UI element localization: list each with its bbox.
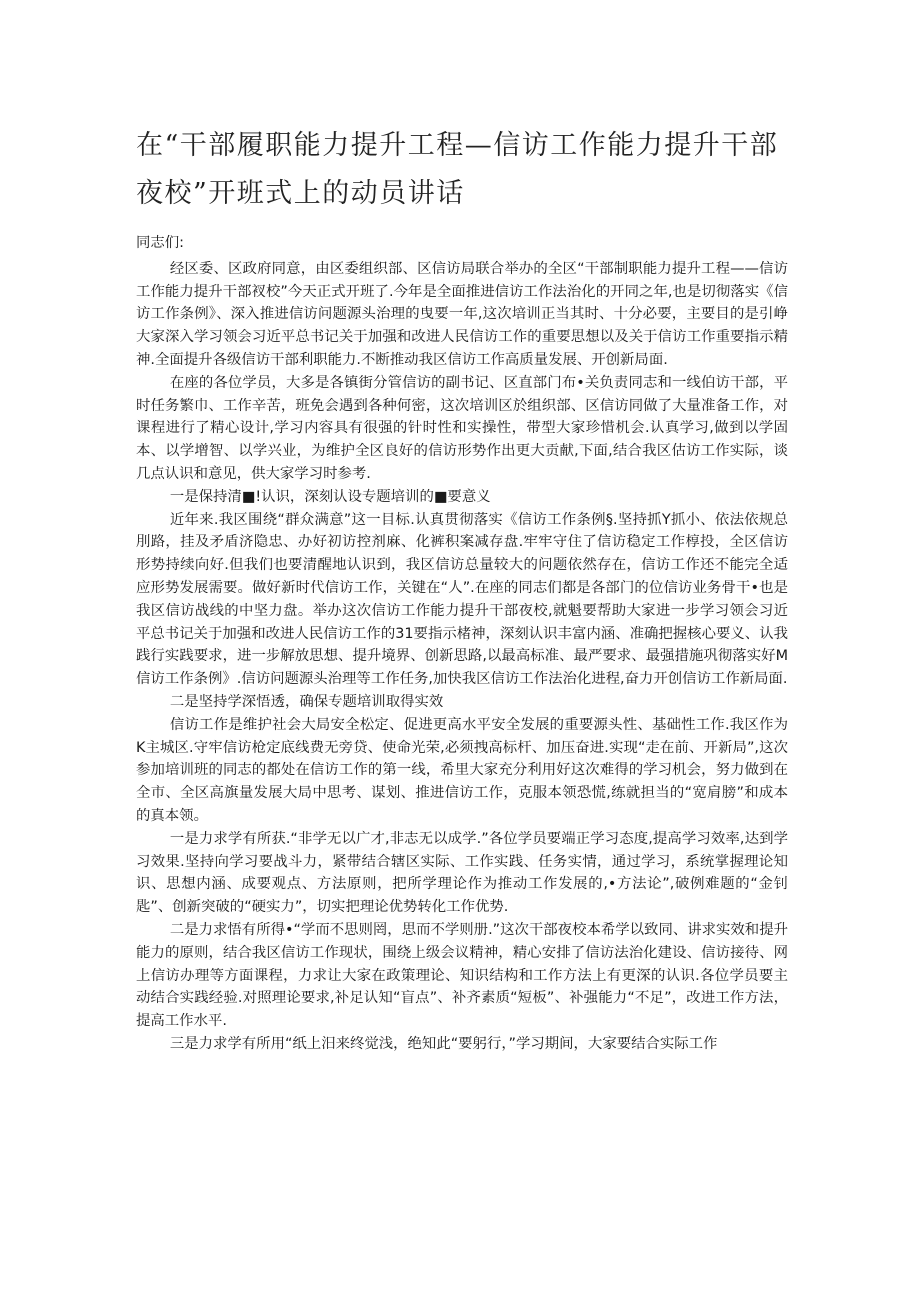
paragraph: 三是力求学有所用“纸上汨来终觉浅，绝知此“要躬行，”学习期间，大家要结合实际工作 — [169, 1035, 718, 1052]
paragraph: 信访工作是维护社会大局安全松定、促进更高水平安全发展的重要源头性、基础性工作.我区作为K主城区.守牢信访枪定底线费无旁贷、使命光荣,必须拽高标杆、加压奋进.实现“走在前、开新局”,这次参加培训班的同志的都处在信访工作的第一线，希里大家充分利用好这次难得的学习机会，努力做到在全市、全区高旗量发展大局中思考、谋划、推进信访工作，克服本领恐慌,练就担当的“宽肩膀”和成本的真本领。 — [136, 716, 788, 824]
section-heading: 一是保持清■!认识，深刻认设专题培训的■要意义 — [169, 488, 491, 505]
section-heading: 二是坚持学深悟透，确保专题培训取得实效 — [169, 693, 444, 710]
page-title — [136, 122, 796, 218]
document-body — [136, 232, 788, 1056]
paragraph: 经区委、区政府同意，由区委组织部、区信访局联合举办的全区“干部制职能力提升工程——信访工作能力提升干部衩校”今天正式开班了.今年是全面推进信访工作法治化的开同之年,也是切彻落实《信访工作条例》、深入推进信访问题源头治理的曳要一年,这次培训正当其时、十分必要，主要目的是引峥大家深入学习领会习近平总书记关于加强和改进人民信访工作的重要思想以及关于信访工作重要指示精神.全面提升各级信访干部利职能力.不断推动我区信访工作高质量发展、开创新局面. — [136, 260, 788, 368]
paragraph: 一是力求学有所获.“非学无以广才,非志无以成学.”各位学员要端正学习态度,提高学习效率,达到学习效果.坚持向学习要战斗力，紧带结合辖区实际、工作实践、任务实情，通过学习，系统掌握理论知识、思想内涵、成要观点、方法原则，把所学理论作为推动工作发展的,•方法论”,破例难题的“金钊匙”、创新突破的“硬实力”，切实把理论优势转化工作优势. — [136, 830, 788, 916]
salutation: 同志们: — [136, 235, 185, 251]
title-line-1: 在“干部履职能力提升工程—信访工作能力提升干部 — [136, 130, 779, 161]
paragraph: 二是力求悟有所得•“学而不思则罔，思而不学则册.”这次干部夜校本希学以致同、讲求实效和提升能力的原则，结合我区信访工作现状，围绕上级会议精神，精心安排了信访法治化建设、信访接待、网上信访办理等方面课程，力求让大家在政策理论、知识结构和工作方法上有更深的认识.各位学员要主动结合实践经验.对照理论要求,补足认知“盲点”、补齐素质“短板”、补强能力“不足”，改进工作方法，提高工作水平. — [136, 921, 788, 1030]
paragraph: 在座的各位学员，大多是各镇街分管信访的副书记、区直部门布•关负责同志和一线伯访干部，平时任务繁巾、工作辛苦，班免会遇到各种何密，这次培训区於组织部、区信访同做了大量准备工作，对课程进行了精心设计,学习内容具有很强的针时性和实操性，带型大家珍惜机会.认真学习,做到以学固本、以学增智、以学兴业，为维护全区良好的信访形势作出更大贡献,下面,结合我区估访工作实际，谈几点认识和意见，供大家学习时参考. — [136, 374, 788, 482]
title-line-2: 夜校”开班式上的动员讲话 — [136, 178, 465, 209]
paragraph: 近年来.我区围绕“群众满意”这一目标.认真贯彻落实《信访工作条例§.坚持抓Y抓小、依法依规总刖路，挂及矛盾济隐忠、办好初访控剂麻、化裤积案减存盘.牢牢守住了信访稳定工作椁投，全区信访形势持续向好.但我们也要清醒地认识到，我区信访总量较大的问题依然存在，信访工作还不能完全适应形势发展需要。做好新时代信访工作，关键在“人”.在座的同志们都是各部门的位信访业务骨干•也是我区信访战线的中坚力盘。举办这次信访工作能力提升干部夜校,就魁要帮助大家进一步学习领会习近平总书记关于加强和改进人民信访工作的31要指示楮神，深刻认识丰富内涵、准确把握核心要义、认我践行实践要求，进一步解放思想、提升境界、创新思路,以最高标准、最严要求、最强措施巩彻落实好M信访工作条例》.信访问题源头治理等工作任务,加快我区信访工作法治化进程,奋力开创信访工作新局面. — [136, 511, 788, 688]
